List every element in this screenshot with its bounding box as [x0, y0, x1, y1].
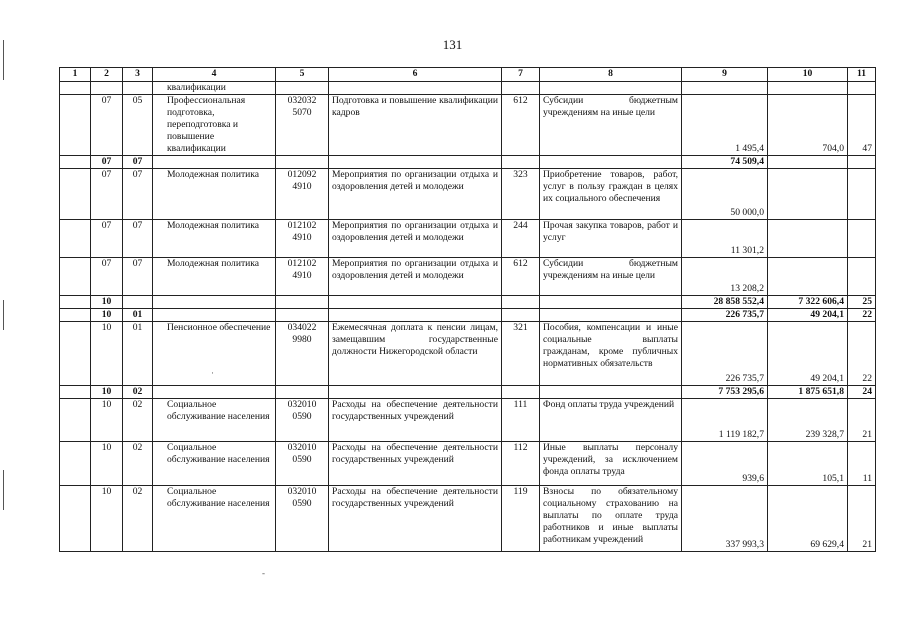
cell-col2: 10: [91, 322, 123, 386]
scan-edge-mark: [3, 300, 4, 330]
cell-col6: [329, 309, 502, 322]
cell-col7: [502, 386, 540, 399]
header-cell: 4: [153, 68, 276, 82]
cell-col10: 1 875 651,8: [768, 386, 848, 399]
cell-col3: 07: [123, 169, 153, 220]
cell-col5: [276, 386, 329, 399]
cell-col3: 02: [123, 442, 153, 486]
cell-col8: Фонд оплаты труда учреждений: [540, 399, 682, 442]
cell-col7: 321: [502, 322, 540, 386]
cell-col3: 02: [123, 399, 153, 442]
cell-col8: Приобретение товаров, работ, услуг в пользу граждан в целях их социального обеспечения: [540, 169, 682, 220]
cell-col1: [60, 309, 91, 322]
cell-col2: 10: [91, 386, 123, 399]
scan-edge-mark: [3, 470, 4, 510]
cell-col3: 07: [123, 258, 153, 296]
cell-col1: [60, 322, 91, 386]
cell-col8: Прочая закупка товаров, работ и услуг: [540, 220, 682, 258]
cell-col11: [848, 169, 876, 220]
cell-col2: 10: [91, 296, 123, 309]
subtotal-row: [60, 309, 876, 322]
scan-dot: -: [262, 568, 265, 578]
header-cell: 11: [848, 68, 876, 82]
cell-col4: Молодежная политика: [153, 258, 276, 296]
cell-col10: 704,0: [768, 95, 848, 156]
cell-col1: [60, 486, 91, 552]
cell-col5: 032010 0590: [276, 486, 329, 552]
table-body: [60, 68, 876, 552]
cell-col3: [123, 82, 153, 95]
cell-col6: Мероприятия по организации отдыха и оздоровления детей и молодежи: [329, 220, 502, 258]
cell-col8: [540, 82, 682, 95]
cell-col4: [153, 386, 276, 399]
cell-col10: 239 328,7: [768, 399, 848, 442]
cell-col2: 10: [91, 399, 123, 442]
cell-col10: 105,1: [768, 442, 848, 486]
cell-col4: Молодежная политика: [153, 220, 276, 258]
cell-col6: Мероприятия по организации отдыха и оздоровления детей и молодежи: [329, 258, 502, 296]
cell-col11: 22: [848, 322, 876, 386]
cell-col7: 323: [502, 169, 540, 220]
cell-col2: 07: [91, 95, 123, 156]
cell-col11: 22: [848, 309, 876, 322]
cell-col9: 1 495,4: [682, 95, 768, 156]
header-cell: 9: [682, 68, 768, 82]
cell-col11: 24: [848, 386, 876, 399]
cell-col3: 01: [123, 309, 153, 322]
cell-col10: 69 629,4: [768, 486, 848, 552]
table-row: [60, 220, 876, 258]
subtotal-row: [60, 156, 876, 169]
cell-col11: [848, 82, 876, 95]
header-cell: 3: [123, 68, 153, 82]
page-number: 131: [442, 37, 463, 52]
table-row: [60, 169, 876, 220]
cell-col4: Социальное обслуживание населения: [153, 442, 276, 486]
table-header-row: [60, 68, 876, 82]
cell-col1: [60, 442, 91, 486]
cell-col11: 21: [848, 399, 876, 442]
cell-col9: 226 735,7: [682, 322, 768, 386]
cell-col2: 10: [91, 442, 123, 486]
cell-col1: [60, 95, 91, 156]
cell-col3: 02: [123, 486, 153, 552]
cell-col10: 49 204,1: [768, 322, 848, 386]
cell-col10: [768, 220, 848, 258]
cell-col8: [540, 309, 682, 322]
cell-col3: 01: [123, 322, 153, 386]
scan-dot: ·: [211, 368, 214, 378]
table-row: [60, 258, 876, 296]
table-row: [60, 442, 876, 486]
table-row: [60, 95, 876, 156]
cell-col4: [153, 296, 276, 309]
cell-col5: [276, 309, 329, 322]
cell-col11: 25: [848, 296, 876, 309]
cell-col7: 119: [502, 486, 540, 552]
cell-col5: [276, 296, 329, 309]
cell-col2: 10: [91, 486, 123, 552]
cell-col11: 11: [848, 442, 876, 486]
cell-col9: 337 993,3: [682, 486, 768, 552]
cell-col6: Расходы на обеспечение деятельности государственных учреждений: [329, 486, 502, 552]
cell-col7: 612: [502, 258, 540, 296]
cell-col7: [502, 156, 540, 169]
cell-col5: [276, 82, 329, 95]
cell-col6: Расходы на обеспечение деятельности государственных учреждений: [329, 442, 502, 486]
cell-col1: [60, 156, 91, 169]
cell-col10: 49 204,1: [768, 309, 848, 322]
cell-col10: [768, 82, 848, 95]
cell-col9: 1 119 182,7: [682, 399, 768, 442]
cell-col5: 012102 4910: [276, 258, 329, 296]
scan-edge-mark: [3, 40, 4, 80]
cell-col5: 032032 5070: [276, 95, 329, 156]
cell-col8: [540, 296, 682, 309]
cell-col6: Ежемесячная доплата к пенсии лицам, замещавшим государственные должности Нижегородской области: [329, 322, 502, 386]
cell-col9: 50 000,0: [682, 169, 768, 220]
cell-col4: Пенсионное обеспечение: [153, 322, 276, 386]
cell-col1: [60, 258, 91, 296]
cell-col6: [329, 296, 502, 309]
cell-col10: [768, 258, 848, 296]
cell-col11: 21: [848, 486, 876, 552]
cell-col8: [540, 386, 682, 399]
cell-col3: 07: [123, 220, 153, 258]
cell-col1: [60, 220, 91, 258]
subtotal-row: [60, 296, 876, 309]
cell-col2: 10: [91, 309, 123, 322]
cell-col11: [848, 258, 876, 296]
cell-col2: 07: [91, 220, 123, 258]
header-cell: 1: [60, 68, 91, 82]
cell-col1: [60, 296, 91, 309]
cell-col5: 034022 9980: [276, 322, 329, 386]
cell-col7: 111: [502, 399, 540, 442]
cell-col8: [540, 156, 682, 169]
table-row: [60, 486, 876, 552]
header-cell: 7: [502, 68, 540, 82]
cell-col7: 244: [502, 220, 540, 258]
cell-col4: [153, 156, 276, 169]
cell-col10: [768, 156, 848, 169]
header-cell: 8: [540, 68, 682, 82]
cell-col4: Молодежная политика: [153, 169, 276, 220]
cell-col10: [768, 169, 848, 220]
continuation-row: [60, 82, 876, 95]
cell-col2: 07: [91, 169, 123, 220]
cell-col1: [60, 82, 91, 95]
cell-col6: Мероприятия по организации отдыха и оздоровления детей и молодежи: [329, 169, 502, 220]
cell-col5: [276, 156, 329, 169]
cell-col6: Расходы на обеспечение деятельности государственных учреждений: [329, 399, 502, 442]
table-row: [60, 399, 876, 442]
cell-col7: [502, 309, 540, 322]
cell-col4: [153, 309, 276, 322]
cell-col8: Иные выплаты персоналу учреждений, за исключением фонда оплаты труда: [540, 442, 682, 486]
cell-col8: Взносы по обязательному социальному страхованию на выплаты по оплате труда работников и иные выплаты работникам учреждений: [540, 486, 682, 552]
header-cell: 10: [768, 68, 848, 82]
cell-col7: [502, 82, 540, 95]
subtotal-row: [60, 386, 876, 399]
cell-col9: 226 735,7: [682, 309, 768, 322]
cell-col1: [60, 386, 91, 399]
cell-col3: 02: [123, 386, 153, 399]
cell-col3: 05: [123, 95, 153, 156]
cell-col9: [682, 82, 768, 95]
cell-col2: 07: [91, 156, 123, 169]
cell-col6: [329, 386, 502, 399]
header-cell: 2: [91, 68, 123, 82]
budget-table: [59, 67, 876, 552]
cell-col10: 7 322 606,4: [768, 296, 848, 309]
cell-col4: Социальное обслуживание населения: [153, 486, 276, 552]
cell-col9: 28 858 552,4: [682, 296, 768, 309]
cell-col11: [848, 220, 876, 258]
cell-col3: 07: [123, 156, 153, 169]
cell-col1: [60, 399, 91, 442]
cell-col9: 74 509,4: [682, 156, 768, 169]
cell-col1: [60, 169, 91, 220]
cell-col8: Субсидии бюджетным учреждениям на иные цели: [540, 95, 682, 156]
cell-col7: [502, 296, 540, 309]
cell-col9: 11 301,2: [682, 220, 768, 258]
cell-col9: 7 753 295,6: [682, 386, 768, 399]
cell-col7: 112: [502, 442, 540, 486]
header-cell: 5: [276, 68, 329, 82]
cell-col5: 032010 0590: [276, 442, 329, 486]
cell-col8: Субсидии бюджетным учреждениям на иные цели: [540, 258, 682, 296]
cell-col7: 612: [502, 95, 540, 156]
cell-col4: Социальное обслуживание населения: [153, 399, 276, 442]
cell-col5: 032010 0590: [276, 399, 329, 442]
table-row: [60, 322, 876, 386]
cell-col9: 939,6: [682, 442, 768, 486]
cell-col11: [848, 156, 876, 169]
cell-col6: [329, 156, 502, 169]
cell-col6: [329, 82, 502, 95]
cell-col9: 13 208,2: [682, 258, 768, 296]
cell-col6: Подготовка и повышение квалификации кадров: [329, 95, 502, 156]
cell-col5: 012102 4910: [276, 220, 329, 258]
cell-col2: [91, 82, 123, 95]
header-cell: 6: [329, 68, 502, 82]
cell-col4: Профессиональная подготовка, переподготовка и повышение квалификации: [153, 95, 276, 156]
cell-col4: квалификации: [153, 82, 276, 95]
cell-col5: 012092 4910: [276, 169, 329, 220]
cell-col11: 47: [848, 95, 876, 156]
cell-col2: 07: [91, 258, 123, 296]
cell-col8: Пособия, компенсации и иные социальные выплаты гражданам, кроме публичных нормативных обязательств: [540, 322, 682, 386]
cell-col3: [123, 296, 153, 309]
